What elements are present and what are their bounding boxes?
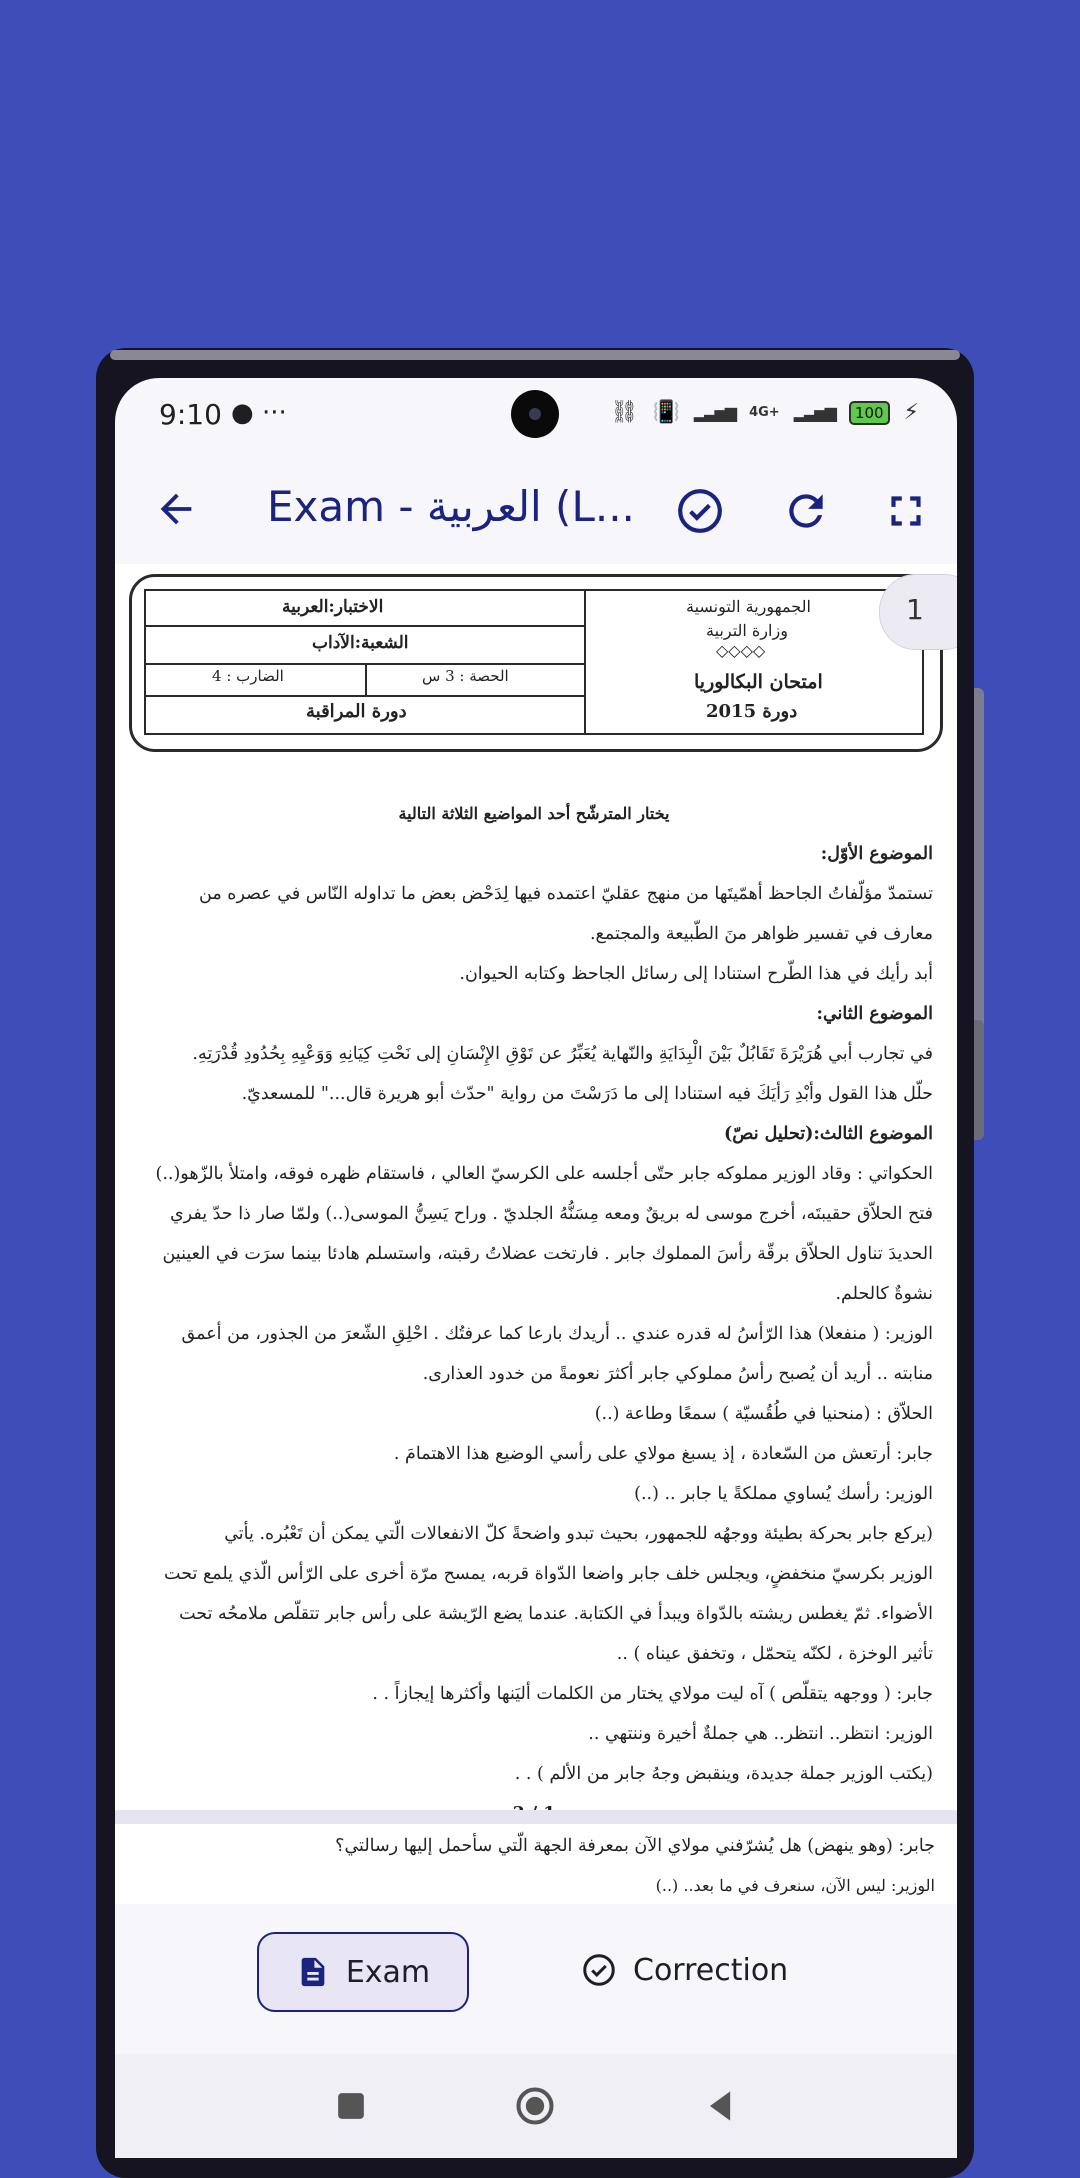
header-cell-line [365,663,367,696]
header-row-line [146,625,584,627]
tab-exam[interactable] [257,1932,469,2012]
page-2-text [135,1826,935,1904]
page-indicator-badge [879,574,957,650]
exam-line: (يكتب الوزير جملة جديدة، وينقبض وجهُ جابر من الألم ) . . [514,1764,933,1784]
check-circle-icon [581,1952,617,1988]
exam-line: الحلاّق : (منحنيا في طُقُسيّة ) سمعًا وطاعة (..) [594,1404,933,1424]
exam-line: الوزير: ( منفعلا) هذا الرّأسُ له قدره عندي .. أريدك بارعا كما عرفتُك . احْلِقِ الشّعرَ من الجذور، من أعمق [181,1324,933,1344]
exam-text [135,794,933,1834]
exam-lines [135,834,933,1794]
exam-coefficient: الضارب : 4 [212,667,284,685]
exam-line: تأثير الوخزة ، لكنّه يتحمّل ، وتخفق عيناه ) .. [616,1644,933,1664]
exam-line: جابر: أرتعش من السّعادة ، إذ يسبغ مولاي على رأسي الوضيع هذا الاهتمامَ . [393,1444,933,1464]
exam-line: أبد رأيك في هذا الطّرح استنادا إلى رسائل الجاحظ وكتابه الحيوان. [459,964,933,984]
phone-side-button-lower [974,1020,984,1140]
exam-line: الحديدَ تناول الحلاّق برقّة رأسَ المملوك جابر . فارتخت عضلاتُ رقبته، واستسلم هادئا بينما سرَت في العينين [162,1244,933,1264]
exam-subject: الاختبار:العربية [282,597,384,617]
check-circle-icon[interactable] [675,486,725,536]
refresh-icon[interactable] [781,486,831,536]
exam-header-box [129,574,943,752]
status-time: 9:10 [159,398,222,431]
page-indicator: 1 [906,593,924,626]
front-camera [511,390,559,438]
session-year: دورة 2015 [706,701,798,722]
republic-label: الجمهورية التونسية [686,597,811,616]
bottom-tabs [115,1904,957,2054]
signal-icon-2: ▂▃▅▆ [793,403,835,422]
header-divider [584,591,586,733]
exam-section: الشعبة:الآداب [312,633,409,653]
exam-name: امتحان البكالوريا [694,671,823,693]
exam-line: الوزير بكرسيّ منخفضٍ، ويجلس خلف جابر واضعا الدّواة قربه، يمسح مرّة أخرى على الرّأس الّذي يلمع تحت [164,1564,933,1584]
exam-document-viewer[interactable] [115,564,957,1904]
exam-line: منابته .. أريد أن يُصبح رأسُ مملوكي جابر أكثرَ نعومةً من خدود العذارى. [422,1364,933,1384]
app-bar [115,464,957,560]
exam-line: نشوةٌ كالحلم. [835,1284,933,1304]
phone-top-highlight [110,350,960,360]
system-navigation-bar [115,2054,957,2158]
exam-line: (يركع جابر بحركة بطيئة ووجهُه للجمهور، بحيث تبدو واضحةً كلّ الانفعالات الّتي يمكن أن تَعْبُره. يأتي [224,1524,933,1544]
exam-line: جابر: ( ووجهه يتقلّص ) آه ليت مولاي يختار من الكلمات أليَنها وأكثرها إيجازاً . . [372,1684,933,1704]
status-bar [115,378,957,454]
home-icon[interactable] [513,2084,557,2128]
exam-duration: الحصة : 3 س [422,667,509,685]
instruction: يختار المترشّح أحد المواضيع الثلاثة التالية [398,804,670,823]
link-icon: ⛓ [610,400,639,425]
signal-icon: ▂▃▅▆ [693,403,736,422]
tab-correction[interactable] [581,1932,788,2008]
document-icon [296,1953,330,1991]
battery-icon: 100 [849,401,890,425]
page-2-line: الوزير: ليس الآن، سنعرف في ما بعد.. (..) [655,1876,935,1895]
tab-correction-label: Correction [633,1952,789,1988]
arrow-left-icon[interactable] [153,486,199,532]
exam-line: في تجارب أبي هُرَيْرَةَ تَقَابُلٌ بَيْنَ الْبِدَايَةِ والنّهاية يُعَبِّرُ عن تَوْقِ الإِنْسَانِ إلى نَحْتِ كِيَانِهِ وَوَعْيِهِ بِحُدُودِ قُدْرَتِهِ. [192,1044,933,1064]
exam-line: الوزير: انتظر.. انتظر.. هي جملةٌ أخيرة وننتهي .. [588,1724,933,1744]
exam-line: تستمدّ مؤلّفاتُ الجاحظ أهمّيتَها من منهج عقليّ اعتمده فيها لِدَحْض بعض ما تداوله النّاس في عصره من [199,884,933,904]
exam-line: الموضوع الثالث:(تحليل نصّ) [723,1124,933,1144]
tab-exam-label: Exam [345,1954,431,1990]
exam-line: الحكواتي : وقاد الوزير مملوكه جابر حتّى أجلسه على الكرسيّ العالي ، فاستقام ظهره فوقه، وامتلأ بالزّهو(..) [155,1164,933,1184]
ministry-label: وزارة التربية [706,621,788,640]
recents-icon[interactable] [329,2084,373,2128]
charging-icon: ⚡ [903,400,919,425]
phone-screen [115,378,957,2158]
exam-line: الموضوع الثاني: [816,1004,933,1024]
page-title: Exam - العربية (L... [267,482,635,531]
status-notification-icons: ● ··· [231,398,287,428]
exam-header-table [144,589,924,735]
ornament: ◇◇◇◇ [716,641,766,660]
exam-line: الوزير: رأسك يُساوي مملكةً يا جابر .. (..) [634,1484,933,1504]
network-type-label: 4G+ [749,405,780,420]
page-2-line: جابر: (وهو ينهض) هل يُشرّفني مولاي الآن بمعرفة الجهة الّتي سأحمل إليها رسالتي؟ [335,1836,935,1856]
page-separator [115,1810,957,1824]
exam-line: الموضوع الأوّل: [820,844,933,864]
exam-line: الأضواء. ثمّ يغطس ريشته بالدّواة ويبدأ في الكتابة. عندما يضع الرّيشة على رأس جابر تتقلّص ملامحُه تحت [179,1604,933,1624]
back-triangle-icon[interactable] [699,2084,743,2128]
exam-line: فتح الحلاّق حقيبتَه، أخرج موسى له بريقٌ ومعه مِسَنُّهُ الجلديّ . وراح يَسِنُّ الموسى(..) ولمّا صار ذا حدّ يفري [169,1204,933,1224]
vibrate-off-icon: 📳 [652,400,680,425]
system-icons [611,400,919,425]
exam-line: معارف في تفسير ظواهر منَ الطّبيعة والمجتمع. [589,924,933,944]
exam-session-type: دورة المراقبة [306,701,407,722]
exam-line: حلّل هذا القول وأبْدِ رَأيَكَ فيه استنادا إلى ما دَرَسْتَ من رواية "حدّث أبو هريرة قال..." للمسعديّ. [241,1084,933,1104]
fullscreen-icon[interactable] [881,486,931,536]
phone-side-button [974,688,984,1038]
